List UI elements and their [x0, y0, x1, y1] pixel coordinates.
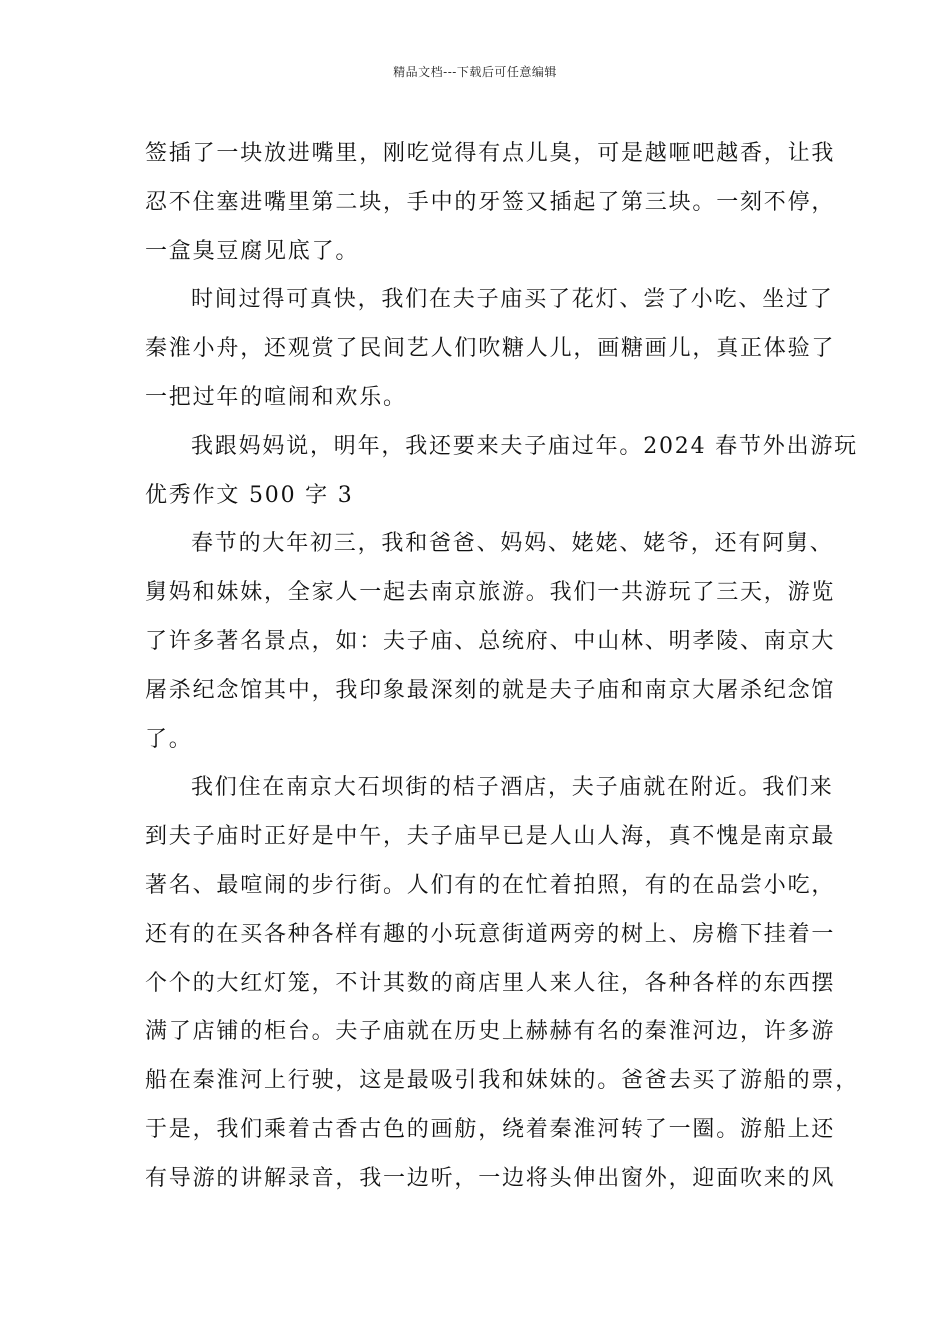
text-line: 一盒臭豆腐见底了。 — [145, 238, 360, 264]
text-line: 优秀作文 500 字 3 — [145, 482, 354, 508]
text-line: 屠杀纪念馆其中，我印象最深刻的就是夫子庙和南京大屠杀纪念馆 — [145, 677, 836, 703]
text-line: 个个的大红灯笼，不计其数的商店里人来人往，各种各样的东西摆 — [145, 970, 836, 996]
text-line: 到夫子庙时正好是中午，夫子庙早已是人山人海，真不愧是南京最 — [145, 824, 836, 850]
text-line: 有导游的讲解录音，我一边听，一边将头伸出窗外，迎面吹来的风 — [145, 1165, 836, 1191]
text-line: 还有的在买各种各样有趣的小玩意街道两旁的树上、房檐下挂着一 — [145, 921, 836, 947]
text-line: 著名、最喧闹的步行街。人们有的在忙着拍照，有的在品尝小吃， — [145, 872, 836, 898]
text-line: 忍不住塞进嘴里第二块，手中的牙签又插起了第三块。一刻不停， — [145, 189, 836, 215]
paragraph-start-line: 我跟妈妈说，明年，我还要来夫子庙过年。2024 春节外出游玩 — [191, 433, 858, 459]
paragraph-start-line: 时间过得可真快，我们在夫子庙买了花灯、尝了小吃、坐过了 — [191, 287, 834, 313]
text-line: 秦淮小舟，还观赏了民间艺人们吹糖人儿，画糖画儿，真正体验了 — [145, 336, 836, 362]
text-line: 签插了一块放进嘴里，刚吃觉得有点儿臭，可是越咂吧越香，让我 — [145, 141, 836, 166]
page-header: 精品文档---下载后可任意编辑 — [393, 65, 557, 79]
text-line: 了许多著名景点，如：夫子庙、总统府、中山林、明孝陵、南京大 — [145, 628, 836, 654]
paragraph-start-line: 我们住在南京大石坝街的桔子酒店，夫子庙就在附近。我们来 — [191, 775, 834, 801]
text-line: 了。 — [145, 726, 193, 752]
text-line: 舅妈和妹妹，全家人一起去南京旅游。我们一共游玩了三天，游览 — [145, 580, 836, 606]
text-line: 一把过年的喧闹和欢乐。 — [145, 384, 407, 410]
paragraph-start-line: 春节的大年初三，我和爸爸、妈妈、姥姥、姥爷，还有阿舅、 — [191, 531, 834, 557]
text-line: 满了店铺的柜台。夫子庙就在历史上赫赫有名的秦淮河边，许多游 — [145, 1019, 836, 1045]
document-body — [145, 130, 860, 1204]
text-line: 船在秦淮河上行驶，这是最吸引我和妹妹的。爸爸去买了游船的票， — [145, 1068, 860, 1094]
text-line: 于是，我们乘着古香古色的画舫，绕着秦淮河转了一圈。游船上还 — [145, 1116, 836, 1142]
